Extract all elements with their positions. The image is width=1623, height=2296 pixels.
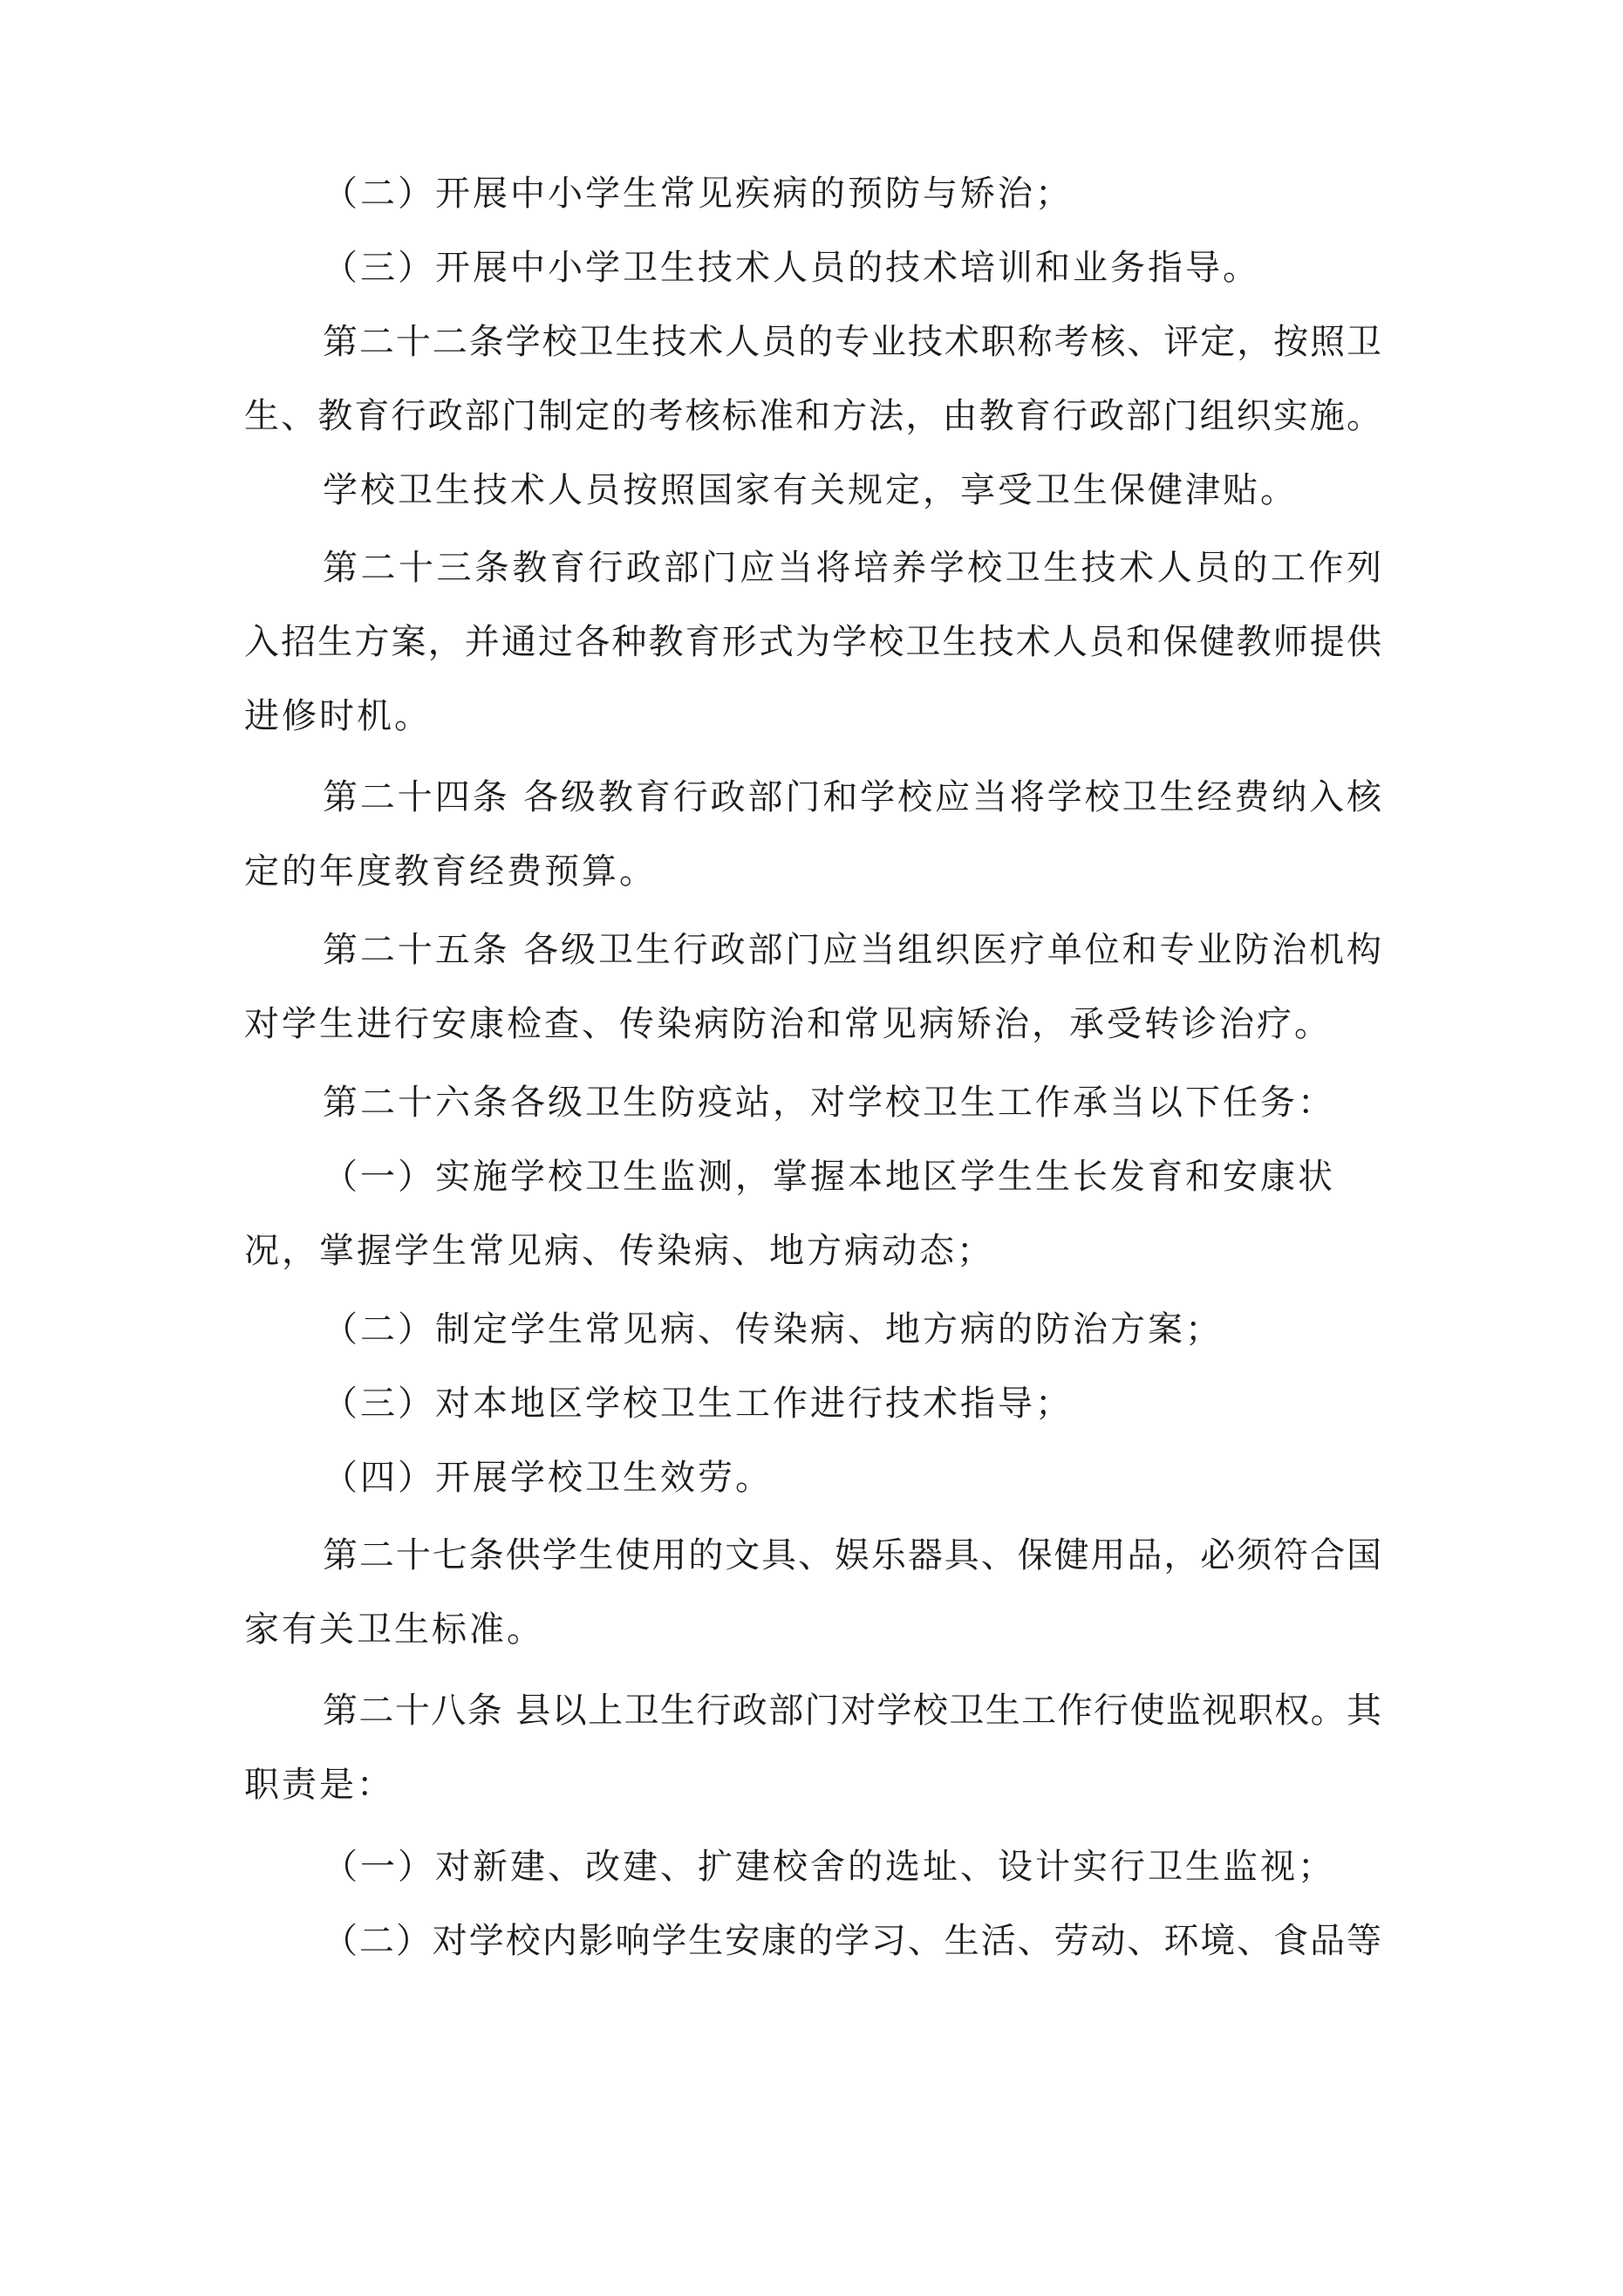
text-line: （四）开展学校卫生效劳。 xyxy=(323,1458,773,1498)
text-line: 生、教育行政部门制定的考核标准和方法，由教育行政部门组织实施。 xyxy=(244,396,1381,436)
text-line: 定的年度教育经费预算。 xyxy=(244,851,657,892)
text-line: （一）对新建、改建、扩建校舍的选址、设计实行卫生监视； xyxy=(323,1847,1335,1887)
text-line: 学校卫生技术人员按照国家有关规定，享受卫生保健津贴。 xyxy=(323,470,1298,510)
text-line: 职责是： xyxy=(244,1765,394,1805)
text-line: （三）对本地区学校卫生工作进行技术指导； xyxy=(323,1384,1073,1424)
text-line: 第二十七条供学生使用的文具、娱乐器具、保健用品，必须符合国 xyxy=(323,1535,1381,1575)
text-line: 第二十四条 各级教育行政部门和学校应当将学校卫生经费纳入核 xyxy=(323,777,1381,817)
text-line: （三）开展中小学卫生技术人员的技术培训和业务指导。 xyxy=(323,248,1260,288)
text-line: 第二十二条学校卫生技术人员的专业技术职称考核、评定，按照卫 xyxy=(323,322,1381,362)
text-line: 第二十八条 县以上卫生行政部门对学校卫生工作行使监视职权。其 xyxy=(323,1691,1381,1731)
text-line: 第二十三条教育行政部门应当将培养学校卫生技术人员的工作列 xyxy=(323,548,1381,588)
text-line: 入招生方案，并通过各种教育形式为学校卫生技术人员和保健教师提供 xyxy=(244,622,1381,662)
text-line: 第二十五条 各级卫生行政部门应当组织医疗单位和专业防治机构 xyxy=(323,930,1381,970)
text-line: （二）开展中小学生常见疾病的预防与矫治； xyxy=(323,174,1073,214)
text-line: 进修时机。 xyxy=(244,696,432,736)
text-line: 家有关卫生标准。 xyxy=(244,1609,544,1650)
text-line: （二）对学校内影响学生安康的学习、生活、劳动、环境、食品等 xyxy=(323,1921,1381,1961)
text-line: （一）实施学校卫生监测，掌握本地区学生生长发育和安康状 xyxy=(323,1157,1335,1197)
text-line: 对学生进行安康检查、传染病防治和常见病矫治，承受转诊治疗。 xyxy=(244,1004,1332,1044)
text-line: 况，掌握学生常见病、传染病、地方病动态； xyxy=(244,1231,994,1271)
text-line: 第二十六条各级卫生防疫站，对学校卫生工作承当以下任务： xyxy=(323,1083,1335,1123)
text-line: （二）制定学生常见病、传染病、地方病的防治方案； xyxy=(323,1309,1223,1350)
